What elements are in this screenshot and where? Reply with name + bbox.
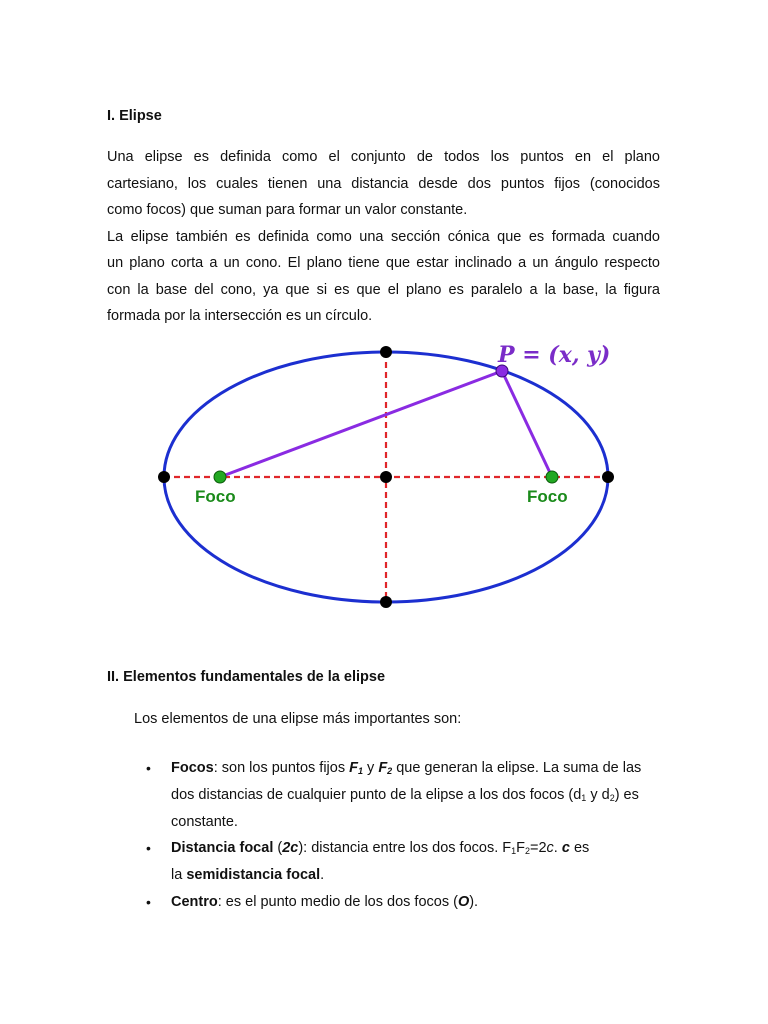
right-focus-label: Foco [527, 487, 568, 506]
subscript: 2 [524, 846, 530, 857]
left-focus-point [214, 471, 226, 483]
left-focus-label: Foco [195, 487, 236, 506]
text: y [363, 760, 379, 776]
subscript: 2 [387, 766, 393, 776]
text: y d [586, 786, 610, 803]
text: F [516, 840, 525, 857]
text-line: La elipse también es definida como una sección cónica que es formada cuando [107, 228, 660, 245]
symbol-o: O [457, 893, 470, 910]
text-line: como focos) que suman para formar un valor constante. [107, 202, 468, 218]
text: . [553, 840, 562, 857]
text-line: un plano corta a un cono. El plano tiene que estar inclinado a un ángulo respecto [107, 255, 660, 271]
symbol-c-bold: c [561, 840, 570, 857]
list-item-focos [171, 755, 671, 835]
text: =2 [530, 840, 547, 857]
f1-symbol: F [349, 760, 358, 776]
text: ) es [614, 786, 639, 803]
list-item-distancia-focal [171, 835, 671, 889]
right-focus-point [546, 471, 558, 483]
text: ( [273, 840, 283, 857]
section-title-elipse: I. Elipse [107, 108, 162, 124]
segment-left-focus-to-p [220, 371, 502, 477]
text: es [569, 840, 590, 857]
text-line: Una elipse es definida como el conjunto de todos los puntos en el plano [107, 149, 660, 165]
text: : son los puntos fijos [213, 760, 350, 776]
definition-paragraph [107, 144, 660, 330]
term-distancia-focal: Distancia focal [171, 840, 274, 857]
elements-list [171, 755, 671, 916]
term-semidistancia-focal: semidistancia focal [186, 867, 321, 884]
subscript: 1 [511, 846, 517, 857]
text-line: cartesiano, los cuales tienen una distancia desde dos puntos fijos (conocidos [107, 175, 660, 192]
section-title-elementos: II. Elementos fundamentales de la elipse [107, 669, 386, 685]
text: . [320, 867, 325, 884]
subscript: 1 [357, 766, 363, 776]
text: la [171, 867, 187, 884]
text: dos distancias de cualquier punto de la elipse a los dos focos (d [171, 786, 582, 803]
subscript: 1 [581, 792, 587, 803]
text: constante. [171, 813, 238, 830]
vertex-bottom [380, 596, 392, 608]
subscript: 2 [609, 792, 615, 803]
vertex-left [158, 471, 170, 483]
text-line: formada por la intersección es un círculo. [107, 308, 373, 324]
text: ). [469, 893, 479, 910]
ellipse-diagram [150, 335, 630, 620]
point-p-label: P = (x, y) [498, 342, 611, 368]
segment-p-to-right-focus [502, 371, 552, 477]
text: ): distancia entre los dos focos. F [298, 840, 512, 857]
f2-symbol: F [378, 760, 388, 776]
term-focos: Focos [171, 760, 214, 776]
list-item-centro [171, 889, 671, 916]
text-line: con la base del cono, ya que si es que el plano es paralelo a la base, la figura [107, 281, 660, 298]
intro-text: Los elementos de una elipse más importantes son: [134, 711, 462, 727]
center-point [380, 471, 392, 483]
symbol-c: c [546, 840, 554, 857]
symbol-2c: 2c [282, 840, 299, 857]
text: : es el punto medio de los dos focos ( [217, 893, 458, 910]
vertex-right [602, 471, 614, 483]
text: que generan la elipse. La suma de las [392, 760, 642, 776]
vertex-top [380, 346, 392, 358]
term-centro: Centro [171, 893, 218, 910]
